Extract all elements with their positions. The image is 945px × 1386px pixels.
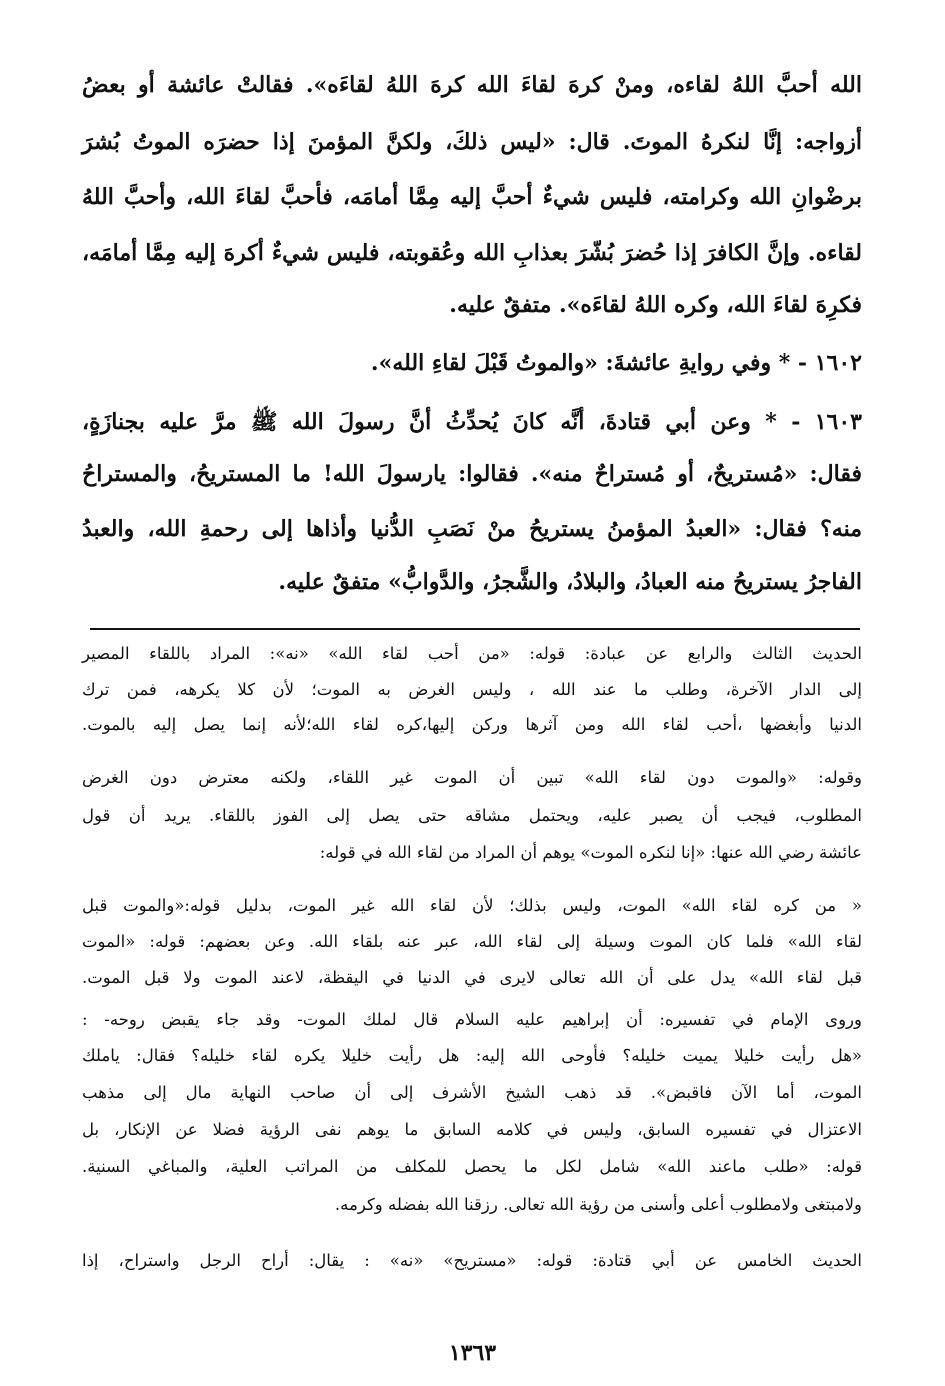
commentary-line: الحديث الخامس عن أبي قتادة: قوله: «مستريح» «نه» : يقال: أراح الرجل واستراح، إذا [82, 1251, 862, 1270]
hadith-1603: ١٦٠٣ - * وعن أبي قتادةَ، أنَّه كانَ يُحدِّثُ أنَّ رسولَ الله ﷺ مرَّ عليه بجنازَةٍ، [82, 409, 862, 435]
footnote-divider [90, 628, 860, 630]
main-text-line: فكرِهَ لقاءَ الله، وكره اللهُ لقاءَه». متفقٌ عليه. [449, 292, 862, 318]
commentary-line: قبل لقاء الله» يدل على أن الله تعالى لايرى في الدنيا في اليقظة، لاعند الموت ولا قبل الموت. [82, 968, 862, 987]
main-text-line: منه؟ فقال: «العبدُ المؤمنُ يستريحُ منْ نَصَبِ الدُّنيا وأذاها إلى رحمةِ الله، والعبدُ [82, 516, 862, 542]
commentary-line: «هل رأيت خليلا يميت خليله؟ فأوحى الله إليه: هل رأيت خليلا يكره لقاء خليله؟ فقال: ياملك [82, 1046, 862, 1065]
main-text-line: برضْوانِ الله وكرامته، فليس شيءٌ أحبَّ إليه مِمَّا أمامَه، فأحبَّ لقاءَ الله، وأحبَّ اللهُ [82, 184, 862, 210]
commentary-line: الحديث الثالث والرابع عن عبادة: قوله: «من أحب لقاء الله» «نه»: المراد باللقاء المصير [82, 644, 862, 663]
commentary-line: الموت، أما الآن فاقبض». قد ذهب الشيخ الأشرف إلى أن صاحب النهاية مال إلى مذهب [82, 1083, 862, 1102]
main-text-line: لقاءه. وإنَّ الكافرَ إذا حُضرَ بُشّرَ بعذابِ الله وعُقوبته، فليس شيءٌ أكرهَ إليه مِمَّا أمامَه، [82, 240, 862, 266]
main-text-line: فقال: «مُستريحٌ، أو مُستراحٌ منه». فقالوا: يارسولَ الله! ما المستريحُ، والمستراحُ [82, 461, 862, 487]
main-text-line: الفاجرُ يستريحُ منه العبادُ، والبلادُ، والشَّجرُ، والدَّوابُّ» متفقٌ عليه. [278, 569, 862, 595]
commentary-line: إلى الدار الآخرة، وطلب ما عند الله ، وليس الغرض به الموت؛ لأن كلا يكرهه، فمن ترك [82, 680, 862, 699]
commentary-line: عائشة رضي الله عنها: «إنا لنكره الموت» يوهم أن المراد من لقاء الله في قوله: [319, 843, 862, 862]
commentary-line: وروى الإمام في تفسيره: أن إبراهيم عليه السلام قال لملك الموت- وقد جاء يقبض روحه- : [82, 1010, 862, 1029]
commentary-line: قوله: «طلب ماعند الله» شامل لكل ما يحصل للمكلف من المراتب العلية، والمباغي السنية. [82, 1157, 862, 1176]
page-number: ١٣٦٣ [448, 1340, 497, 1366]
commentary-line: لقاء الله» فلما كان الموت وسيلة إلى لقاء الله، عبر عنه بلقاء الله. وعن بعضهم: قوله: «الموت [82, 932, 862, 951]
commentary-line: المطلوب، فيجب أن يصبر عليه، ويحتمل مشاقه حتى يصل إلى الفوز باللقاء. يريد أن قول [82, 806, 862, 825]
commentary-line: ولامبتغى ولامطلوب أعلى وأسنى من رؤية الله تعالى. رزقنا الله بفضله وكرمه. [334, 1195, 862, 1214]
hadith-1602: ١٦٠٢ - * وفي روايةِ عائشةَ: «والموتُ قَبْلَ لقاءِ الله». [370, 350, 862, 376]
commentary-line: وقوله: «والموت دون لقاء الله» تبين أن الموت غير اللقاء، ولكنه معترض دون الغرض [82, 768, 862, 787]
commentary-line: الاعتزال في تفسيره السابق، وليس في كلامه السابق ما يوهم نفى الرؤية فضلا عن الإنكار، بل [82, 1120, 862, 1139]
commentary-line: « من كره لقاء الله» الموت، وليس بذلك؛ لأن لقاء الله غير الموت، بدليل قوله:«والموت قبل [82, 896, 862, 915]
main-text-line: الله أحبَّ اللهُ لقاءه، ومنْ كرهَ لقاءَ الله كرهَ اللهُ لقاءَه». فقالتْ عائشة أو بعضُ [82, 72, 862, 98]
commentary-line: الدنيا وأبغضها ،أحب لقاء الله ومن آثرها وركن إليها،كره لقاء الله؛لأنه إنما يصل إليه بالموت. [82, 715, 862, 734]
main-text-line: أزواجه: إنَّا لنكرهُ الموتَ. قال: «ليس ذلكَ، ولكنَّ المؤمنَ إذا حضرَه الموتُ بُشرَ [82, 129, 862, 155]
